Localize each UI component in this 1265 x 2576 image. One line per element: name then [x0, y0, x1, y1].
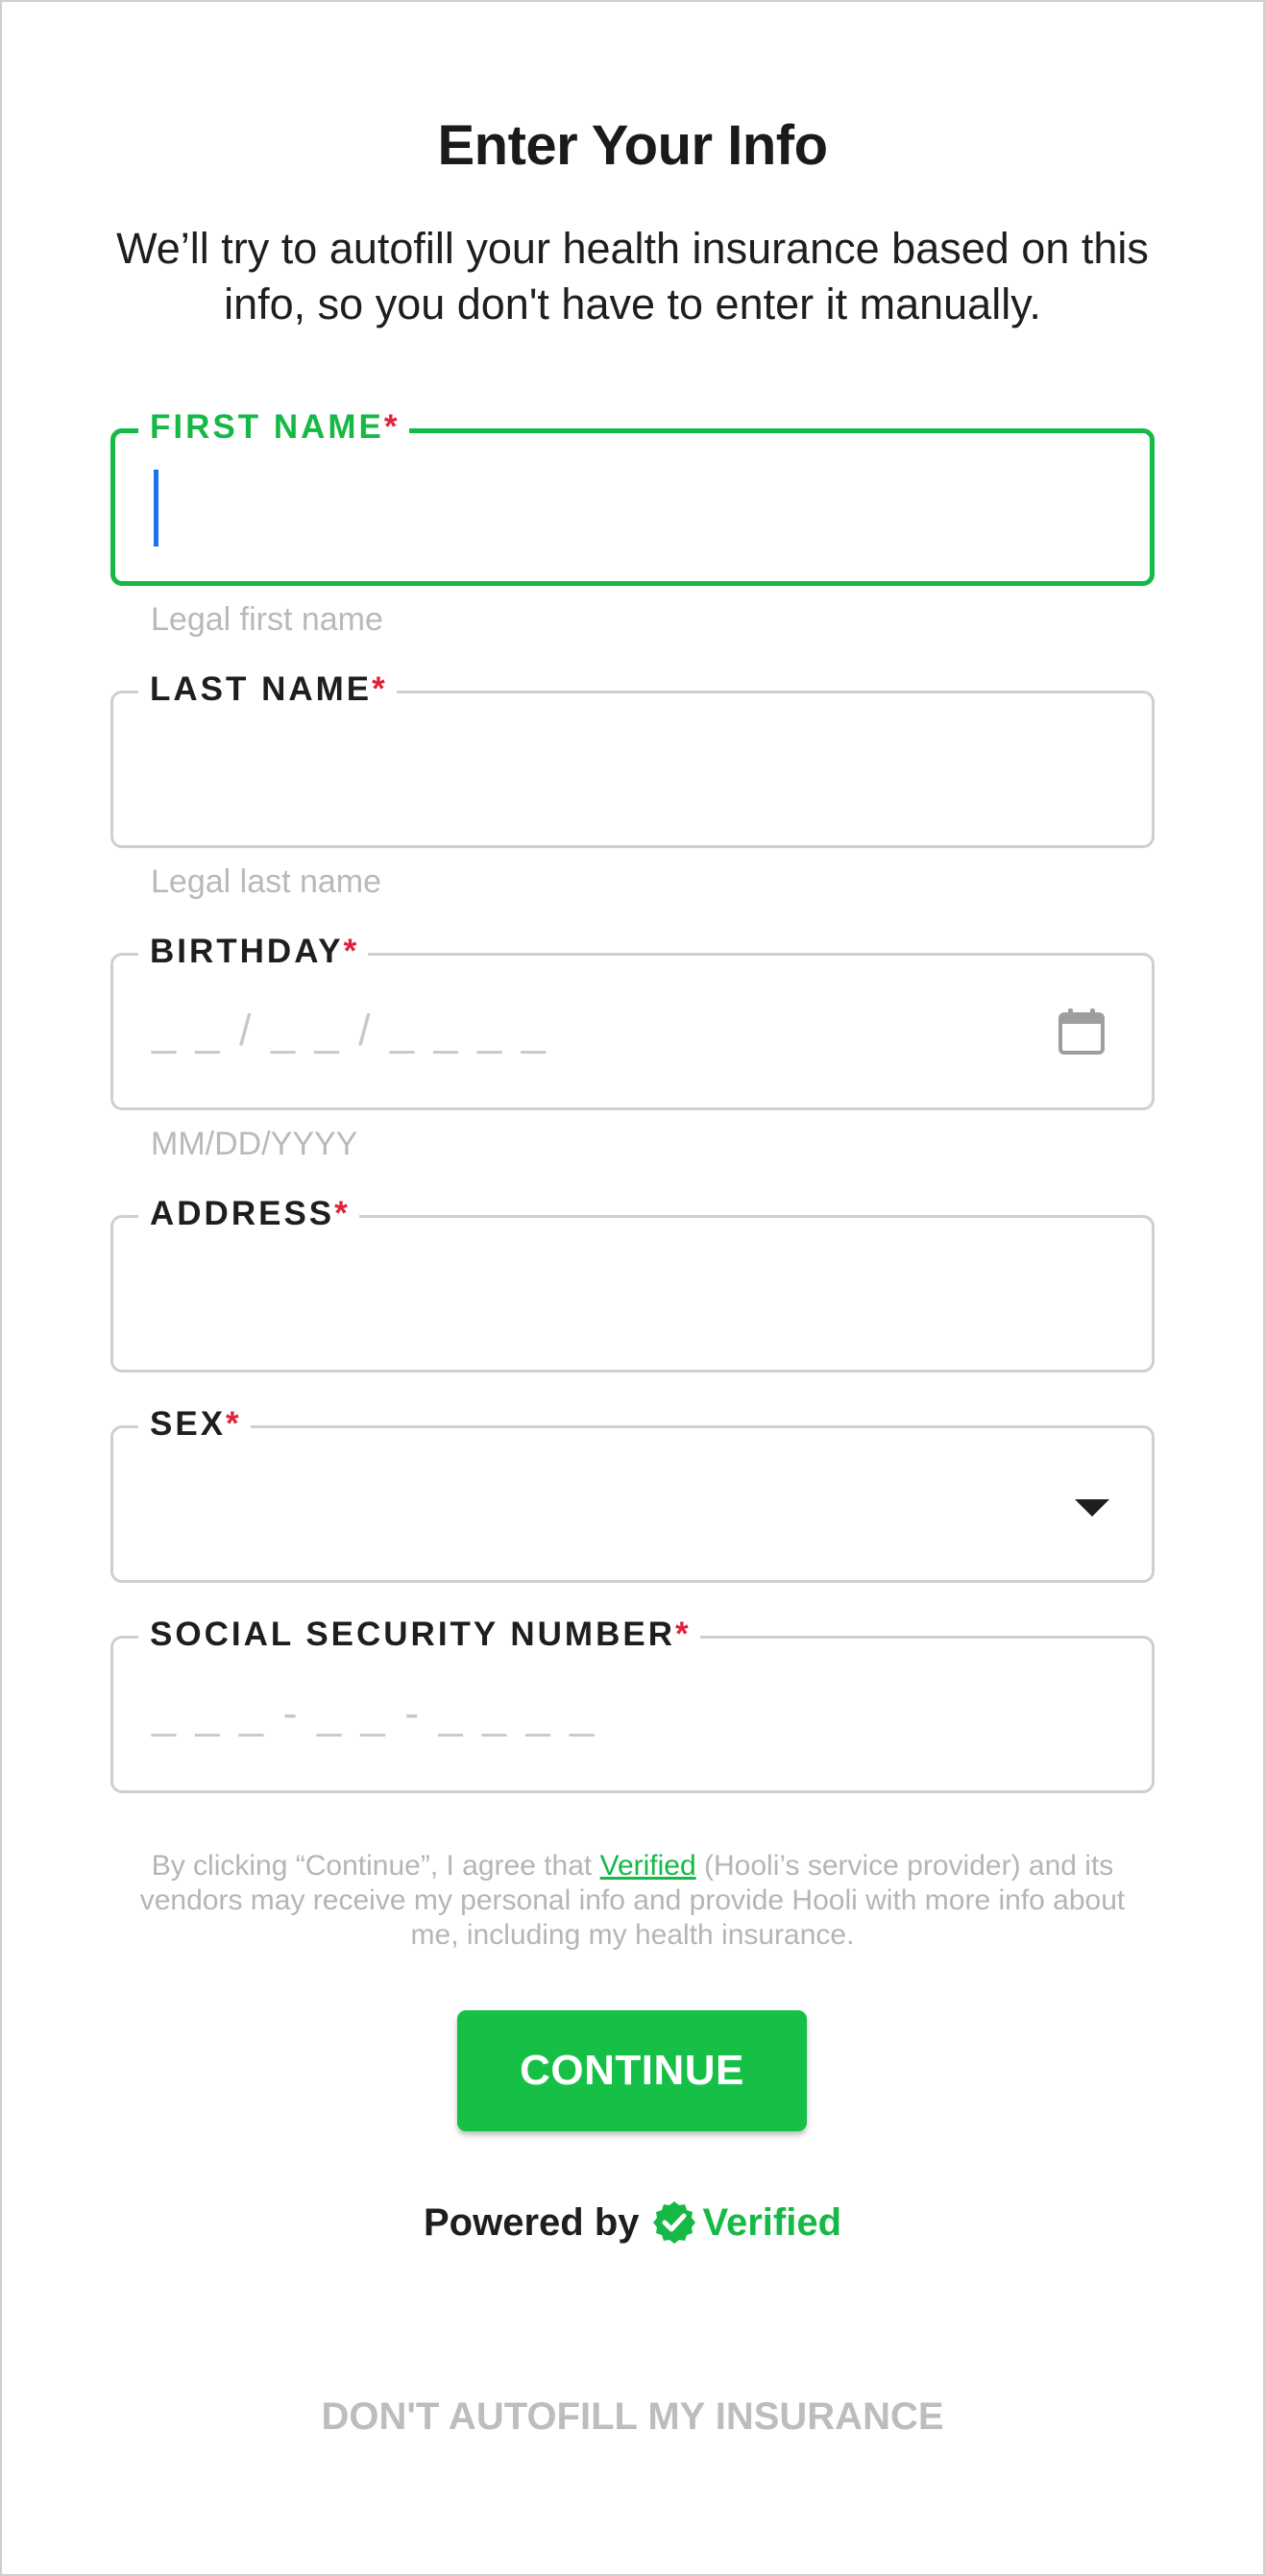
first-name-label-text: FIRST NAME: [150, 408, 384, 446]
birthday-field[interactable]: [110, 933, 1155, 1110]
required-mark: *: [343, 933, 357, 970]
last-name-field[interactable]: [110, 670, 1155, 848]
ssn-label-text: SOCIAL SECURITY NUMBER: [150, 1616, 675, 1653]
first-name-helper: Legal first name: [151, 601, 383, 638]
required-mark: *: [383, 408, 398, 446]
page-subtitle: We’ll try to autofill your health insurance based on this info, so you don't have to enter it manually.: [116, 224, 1149, 328]
dont-autofill-button[interactable]: DON'T AUTOFILL MY INSURANCE: [321, 2395, 944, 2438]
text-cursor: [154, 470, 158, 547]
powered-by-text: Powered by: [423, 2200, 640, 2244]
ssn-field[interactable]: [110, 1616, 1155, 1793]
last-name-label-text: LAST NAME: [150, 670, 373, 708]
consent-text: [115, 1849, 1150, 1953]
address-label-text: ADDRESS: [150, 1195, 335, 1232]
calendar-icon[interactable]: [1058, 1008, 1106, 1056]
required-mark: *: [226, 1405, 239, 1443]
address-label: [138, 1193, 359, 1235]
sex-label-text: SEX: [150, 1405, 227, 1443]
address-field[interactable]: [110, 1195, 1155, 1373]
first-name-label: [138, 406, 409, 449]
birthday-label: [138, 931, 368, 973]
required-mark: *: [372, 670, 385, 708]
last-name-label: [138, 668, 397, 711]
ssn-mask: _ _ _ - _ _ - _ _ _ _: [152, 1689, 598, 1738]
birthday-mask: _ _ / _ _ / _ _ _ _: [152, 1006, 549, 1055]
sex-label: [138, 1403, 251, 1446]
page-title: Enter Your Info: [437, 114, 828, 177]
verified-link[interactable]: Verified: [599, 1850, 696, 1882]
chevron-down-icon[interactable]: [1075, 1499, 1109, 1517]
consent-after: (Hooli’s service provider) and its vendors may receive my personal info and provide Hooli with more info about me, including my health insurance.: [139, 1850, 1126, 1951]
verified-badge-icon: [651, 2199, 697, 2246]
birthday-helper: MM/DD/YYYY: [151, 1126, 358, 1162]
ssn-label: [138, 1614, 700, 1656]
sex-select[interactable]: [110, 1405, 1155, 1583]
continue-button[interactable]: CONTINUE: [457, 2010, 807, 2131]
consent-before: By clicking “Continue”, I agree that: [151, 1850, 600, 1882]
first-name-field[interactable]: [110, 408, 1155, 586]
required-mark: *: [334, 1195, 348, 1232]
last-name-helper: Legal last name: [151, 863, 382, 900]
birthday-label-text: BIRTHDAY: [150, 933, 344, 970]
powered-by: [0, 2199, 1265, 2246]
verified-brand-text: Verified: [702, 2200, 842, 2244]
required-mark: *: [674, 1616, 689, 1653]
